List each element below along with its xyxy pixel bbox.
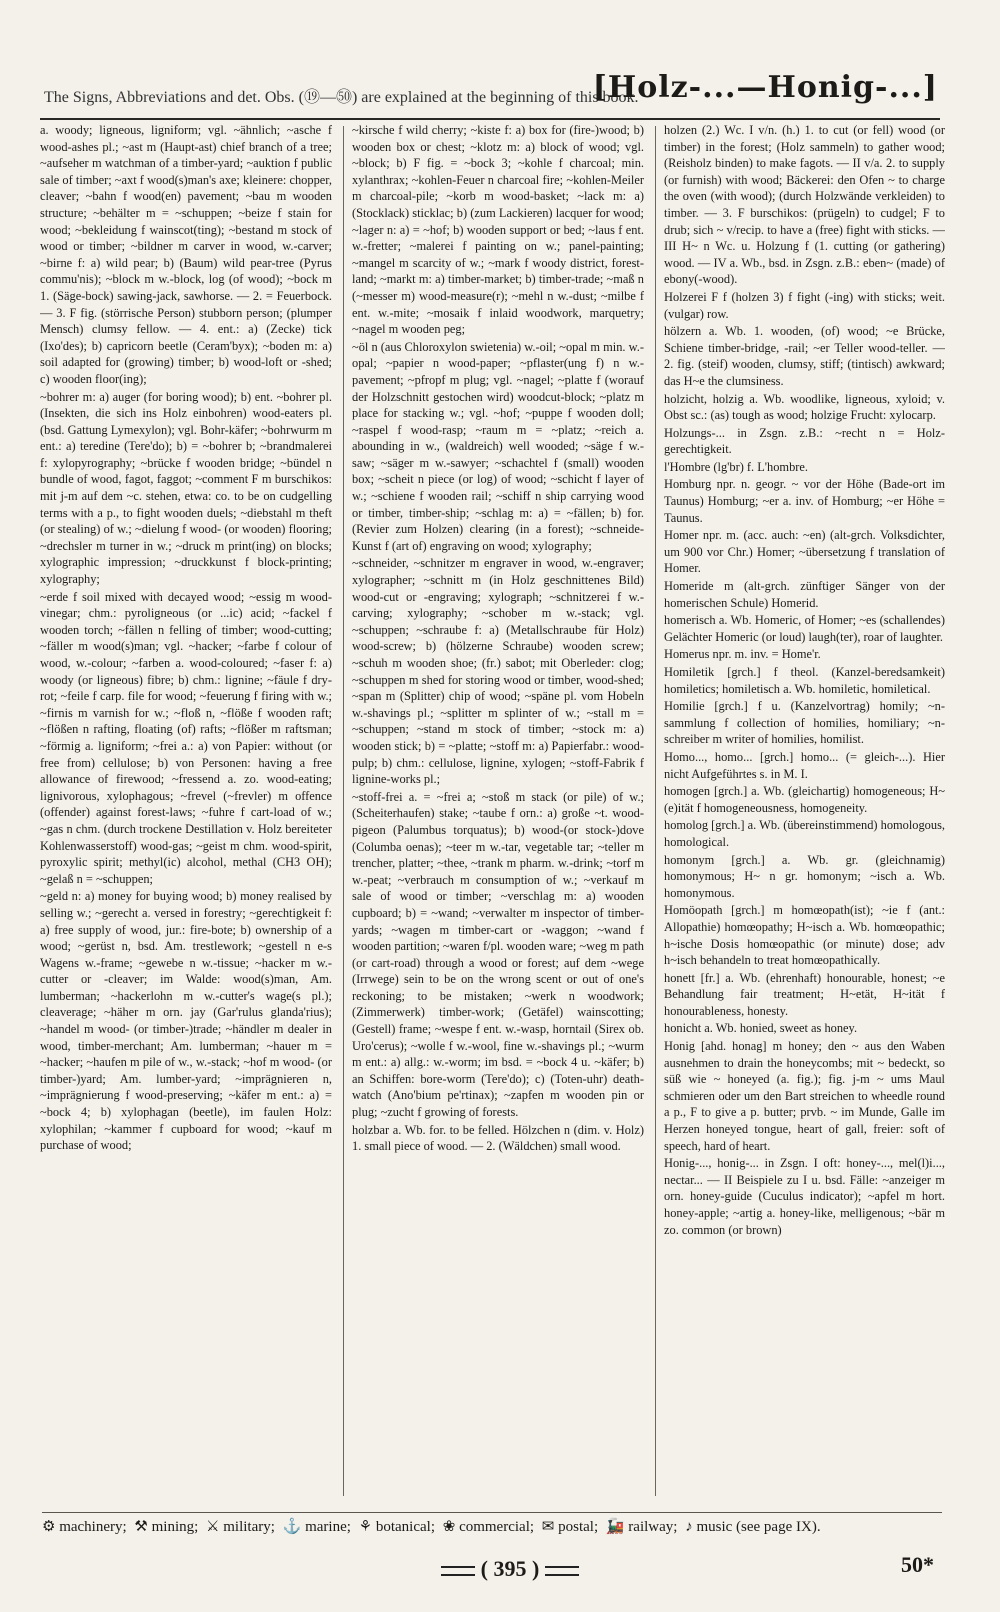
dictionary-entry: holzbar a. Wb. for. to be felled. Hölzchen n (dim. v. Holz) 1. small piece of wood. — 2. (Wäldchen) small wood. [352,1122,644,1154]
column-divider [655,126,656,1496]
dictionary-entry: Homerus npr. m. inv. = Home'r. [664,647,821,662]
dictionary-entry: ~kirsche f wild cherry; ~kiste f: a) box for (fire-)wood; b) wooden box or chest; ~klotz m: a) block of wood; vgl. ~block; b) F fig. = ~bock 3; ~kohle f charcoal; min. xylanthrax; ~kohlen-Feuer n charcoal fire; ~kohlen-Meiler m charcoal-pile; ~korb m wood-basket; ~lack m: a) (Stocklack) sticklac; b) (zum Lackieren) lacquer for wood; ~lager n: a) = ~hof; b) wooden support or bed; ~laus f ent. w.-fretter; ~malerei f painting on w.; panel-painting; ~mangel m scarcity of w.; ~mark f woody district, forest-land; ~markt m: a) timber-market; b) timber-trade; ~maß n (~messer m) wood-measure(r); ~mehl n w.-dust; ~milbe f ent. w.-mite; ~mosaik f inlaid woodwork, marquetry; ~nagel m wooden peg; [352,123,644,337]
legend-item-commercial: ❀ commercial; [442,1519,535,1535]
dictionary-entry: holzen (2.) Wc. I v/n. (h.) 1. to cut (or fell) wood (or timber) in the forest; (Holz sammeln) to gather wood; (Reisholz binden) to make fagots. — II v/a. 2. to supply (or furnish) with wood; Bäckerei: den Ofen ~ to charge the oven (with wood); (durch Holzwände verkleiden) to timber. — 3. F burschikos: (prügeln) to cudgel; F to drub; sich ~ v/recip. to have a (free) fight with sticks. — III H~ n Wc. u. Holzung f (1. cutting (or gathering) wood. — IV a. Wb., bsd. in Zsgn. z.B.: eben~ (made) of ebony(-wood). [664,123,945,287]
dictionary-entry: Holzungs-... in Zsgn. z.B.: ~recht n = Holz-gerechtigkeit. [664,425,945,457]
dictionary-entry: Honig-..., honig-... in Zsgn. I oft: honey-..., mel(l)i..., nectar... — II Beispiele zu I u. bsd. Fälle: ~anzeiger m orn. honey-guide (Cuculus indicator); ~apfel m hort. honey-apple; ~artig a. honey-like, melligenous; ~bär m zo. common (or brown) [664,1156,945,1237]
header-note: The Signs, Abbreviations and det. Obs. (⑲—㊿) are explained at the beginning of this book. [44,89,639,106]
ornament-bar-right [545,1566,579,1576]
page-number: ( 395 ) [480,1556,540,1581]
dictionary-entry: a. woody; ligneous, ligniform; vgl. ~ähnlich; ~asche f wood-ashes pl.; ~ast m (Haupt-ast) chief branch of a tree; ~aufseher m watchman of a timber-yard; ~auktion f public sale of timber; ~axt f wood(s)man's axe; kleinere: chopper, cleaver; ~bahn f wood(en) pavement; ~bau m wooden structure; ~behälter m = ~schuppen; ~beize f stain for wood; ~bekleidung f wainscot(ting); ~bestand m stock of wood or timber; ~bildner m carver in wood, w.-carver; ~birne f: a) wild pear; b) (Baum) wild pear-tree (Pyrus commu'nis); ~block m w.-block, log (of wood); ~bock m 1. (Säge-bock) sawing-jack, sawhorse. — 2. = Feuerbock. — 3. F fig. (störrische Person) stubborn person; (plumper Mensch) clumsy fellow. — 4. ent.: a) (Zecke) tick (Ixo'des); b) capricorn beetle (Ceram'byx); ~boden m: a) soil adapted for (growing) timber; b) wood-loft or -shed; c) wooden floor(ing); [40,123,332,386]
dictionary-entry: Homeride m (alt-grch. zünftiger Sänger von der homerischen Schule) Homerid. [664,579,945,610]
dictionary-entry: ~bohrer m: a) auger (for boring wood); b) ent. ~bohrer pl. (Insekten, die sich ins Holz einbohren) wood-eaters pl. (bsd. Gattung Lymexylon); vgl. Bohr-käfer; ~bohrwurm m ent.: a) teredine (Tere'do); b) = ~bohrer b; ~brandmalerei f: xylopyrography; ~brücke f wooden bridge; ~bündel n bundle of wood, fagot, faggot; ~comment F m burschikos: mit j-m auf dem ~c. stehen, etwa: co. to be on cudgelling terms with a p., to fight wooden duels; ~diebstahl m theft (or stealing) of w.; ~dielung f wood- (or wooden) flooring; ~drechsler m turner in w.; ~druck m print(ing) on blocks; xylographic impression; ~druckkunst f block-printing; xylography; [40,389,332,587]
dictionary-entry: Homo..., homo... [grch.] homo... (= gleich-...). Hier nicht Aufgeführtes s. in M. I. [664,749,945,781]
legend-item-marine: ⚓ marine; [282,1519,351,1535]
dictionary-entry: Homiletik [grch.] f theol. (Kanzel-beredsamkeit) homiletics; homiletisch a. Wb. homiletic, homiletical. [664,665,945,696]
legend-item-machinery: ⚙ machinery; [42,1519,127,1535]
dictionary-entry: Homöopath [grch.] m homœopath(ist); ~ie f (ant.: Allopathie) homœopathy; H~isch a. Wb. homœopathic; h~ische Dosis homœopathic (or minute) dose; adv h~isch behandeln to treat homœopathically. [664,903,945,968]
dictionary-entry: hölzern a. Wb. 1. wooden, (of) wood; ~e Brücke, Schiene timber-bridge, -rail; ~er Teller wood-teller. — 2. fig. (steif) wooden, clumsy, stiff; (tintisch) awkward; das H~e the clumsiness. [664,324,945,388]
dictionary-entry: Homburg npr. n. geogr. ~ vor der Höhe (Bade-ort im Taunus) Homburg; ~er a. inv. of Homburg; ~er Höhe = Taunus. [664,477,945,525]
column-3 [664,122,945,1502]
dictionary-entry: Holzerei F f (holzen 3) f fight (-ing) with sticks; weit. (vulgar) row. [664,289,945,321]
dictionary-entry: Honig [ahd. honag] m honey; den ~ aus den Waben ausnehmen to drain the honeycombs; mit ~ bedeckt, so süß wie ~ honeyed (a. fig.); fig. j-m ~ ums Maul schmieren oder um den Bart streichen to wheedle round a p., F to give a p. butter; prvb. ~ im Munde, Galle im Herzen honeyed tongue, heart of gall, freier: soft of speech, hard of heart. [664,1039,945,1153]
ornament-bar-left [441,1566,475,1576]
legend-item-railway: 🚂 railway; [605,1519,678,1535]
dictionary-entry: ~geld n: a) money for buying wood; b) money realised by selling w.; ~gerecht a. versed in forestry; ~gerechtigkeit f: a) free supply of wood, jur.: fire-bote; b) ownership of a wood; ~gerüst n, bsd. Am. trestlework; ~gestell n e-s Wagens w.-frame; ~gewebe n w.-tissue; ~hacker m w.-cutter or -cleaver; im Walde: wood(s)man, Am. lumberman; ~hackerlohn m w.-cutter's wage(s pl.); cleaverage; ~häher m orn. jay (Gar'rulus glanda'rius); ~handel m wood- (or timber-)trade; ~händler m dealer in wood, timber-merchant; Am. lumberman; ~hauer m = ~hacker; ~haufen m pile of w., w.-stack; ~hof m wood- (or timber-)yard; Am. lumber-yard; ~imprägnieren n, ~imprägnierung f wood-preserving; ~käfer m ent.: a) = ~bock 4; b) xylophagan (beetle), im faulen Holz: xylophilan; ~kammer f cupboard for wood; ~kauf m purchase of wood; [40,889,332,1153]
signature-mark: 50* [901,1552,934,1577]
dictionary-entry: honett [fr.] a. Wb. (ehrenhaft) honourable, honest; ~e Behandlung fair treatment; H~etät, H~ität f honourableness, honesty. [664,970,945,1018]
dictionary-entry: l'Hombre (lg'br) f. L'hombre. [664,459,808,474]
dictionary-entry: ~stoff-frei a. = ~frei a; ~stoß m stack (or pile) of w.; (Scheiterhaufen) stake; ~taube f orn.: a) große ~t. wood-pigeon (Palumbus torquatus); b) wood-(or stock-)dove (Columba oenas); ~teer m w.-tar, vegetable tar; ~teller m trencher, platter; ~thee, ~trank m pharm. w.-drink; ~torf m w.-peat; ~verbrauch m consumption of w.; ~verkauf m sale of wood or timber; ~verschlag m: a) wooden cupboard; b) = ~wand; ~verwalter m inspector of timber-yards; ~wagen m timber-cart or -waggon; ~wand f wooden partition; ~waren f/pl. wooden ware; ~weg m path (or cart-road) through a wood or forest; auf dem ~wege (Irrwege) sein to be on the wrong scent or out of one's reckoning; to be mistaken; ~werk n woodwork; (Zimmerwerk) timber-work; (Getäfel) wainscotting; (Gestell) frame; ~wespe f ent. w.-wasp, horntail (Sirex ob. Uro'cerus); ~wolle f w.-wool, fine w.-shavings pl.; ~wurm m ent.: a) allg.: w.-worm; im bsd. = ~bock 4 u. ~käfer; b) an Schiffen: bore-worm (Tere'do); c) (Toten-uhr) death-watch (Ano'bium pe'rtinax); ~zapfen m wooden pin or plug; ~zucht f growing of forests. [352,789,644,1120]
dictionary-entry: ~öl n (aus Chloroxylon swietenia) w.-oil; ~opal m min. w.-opal; ~papier n wood-paper; ~pflaster(ung f) n w.-pavement; ~pfropf m plug; vgl. ~nagel; ~platte f (worauf der Holzschnitt gestochen wird) woodcut-block; ~platz m place for stacking w.; vgl. ~hof; ~puppe f wooden doll; ~raspel f wood-rasp; ~raum m = ~platz; ~reich a. abounding in w., (waldreich) well wooded; ~säge f w.-saw; ~säger m w.-sawyer; ~schachtel f (small) wooden box; ~scheit n piece (or log) of wood; ~schicht f layer of w.; ~schiene f wooden rail; ~schiff n ship carrying wood or timber, timber-ship; ~schlag m: a) = ~fällen; b) for. (Revier zum Holzen) clearing (in a forest); ~schneide-Kunst f (art of) engraving on wood; xylography; [352,339,644,553]
column-divider [343,126,344,1496]
dictionary-entry: ~erde f soil mixed with decayed wood; ~essig m wood-vinegar; chm.: pyroligneous (or ...ic) acid; ~fackel f wooden torch; ~fällen n felling of timber; wood-cutting; ~fäller m wood(s)man; vgl. ~hacker; ~farbe f colour of wood, w.-colour; ~farben a. wood-coloured; ~faser f: a) woody (or ligneous) fibre; b) chm.: lignine; ~fäule f dry-rot; ~feile f carp. file for wood; ~feuerung f firing with w.; ~firnis m varnish for w.; ~floß n, ~flöße f wooden raft; ~flößen n rafting, floating (of) rafts; ~flößer m raftsman; ~förmig a. ligniform; ~frei a.: a) von Papier: without (or free from) cellulose; b) von Personen: having a free allowance of firewood; ~fressend a. zo. wood-eating; lignivorous, xylophagous; ~frevel (~frevler) m offence (offender) against forest-laws; ~fuhre f cart-load of w.; ~gas n chm. (durch trockene Destillation v. Holz bereiteter Kohlenwasserstoff) wood-gas; ~geist m chm. wood-spirit, pyroxylic spirit; methyl(ic) alcohol, methal (CH3 OH); ~gelaß n = ~schuppen; [40,589,332,886]
legend-item-military: ⚔ military; [206,1519,275,1535]
dictionary-entry: Homer npr. m. (acc. auch: ~en) (alt-grch. Volksdichter, um 900 vor Chr.) Homer; ~übersetzung f translation of Homer. [664,528,945,576]
symbol-legend [42,1512,942,1541]
dictionary-entry: holzicht, holzig a. Wb. woodlike, ligneous, xyloid; v. Obst sc.: (as) tough as wood; holzige Frucht: xylocarp. [664,391,945,423]
column-1 [40,122,332,1502]
dictionary-entry: homonym [grch.] a. Wb. gr. (gleichnamig) homonymous; H~ n gr. homonym; ~isch a. Wb. homonymous. [664,852,945,900]
legend-item-mining: ⚒ mining; [134,1519,199,1535]
dictionary-entry: homerisch a. Wb. Homeric, of Homer; ~es (schallendes) Gelächter Homeric (or loud) laugh(ter), roar of laughter. [664,613,945,644]
legend-item-postal: ✉ postal; [541,1519,599,1535]
dictionary-entry: honicht a. Wb. honied, sweet as honey. [664,1021,858,1036]
dictionary-entry: Homilie [grch.] f u. (Kanzelvortrag) homily; ~n-sammlung f collection of homilies, homiliary; ~n-schreiber m writer of homilies, homilist. [664,699,945,747]
legend-item-botanical: ⚘ botanical; [358,1519,435,1535]
dictionary-columns [40,122,945,1502]
dictionary-entry: homogen [grch.] a. Wb. (gleichartig) homogeneous; H~(e)ität f homogeneousness, homogeneity. [664,784,945,815]
running-head: [Holz-...—Honig-...] [592,70,938,105]
page-number-block [420,1556,600,1582]
page-header [40,70,940,120]
column-2 [352,122,644,1502]
dictionary-entry: ~schneider, ~schnitzer m engraver in wood, w.-engraver; xylographer; ~schnitt m (in Holz geschnittenes Bild) wood-cut or -engraving; xylograph; ~schnitzerei f w.-carving; xylography; ~schober m w.-stack; vgl. ~schuppen; ~schraube f: a) (Metallschraube für Holz) wood-screw; b) (hölzerne Schraube) wooden screw; ~schuh m wooden shoe; (fr.) sabot; mit Oberleder: clog; ~schuppen m shed for storing wood or timber, wood-shed; ~span m (Splitter) chip of wood; ~späne pl. vom Hobeln w.-shavings pl.; ~splitter m splinter of w.; ~stall m = ~schuppen; ~stand m stock of timber; ~stock m: a) wooden stick; b) = ~platte; ~stoff m: a) Papierfabr.: wood-pulp; b) chm.: cellulose, lignine, xylogen; ~stoff-Fabrik f lignine-works pl.; [352,556,644,787]
dictionary-entry: homolog [grch.] a. Wb. (übereinstimmend) homologous, homological. [664,818,945,849]
legend-item-music: ♪ music (see page IX). [685,1519,821,1535]
